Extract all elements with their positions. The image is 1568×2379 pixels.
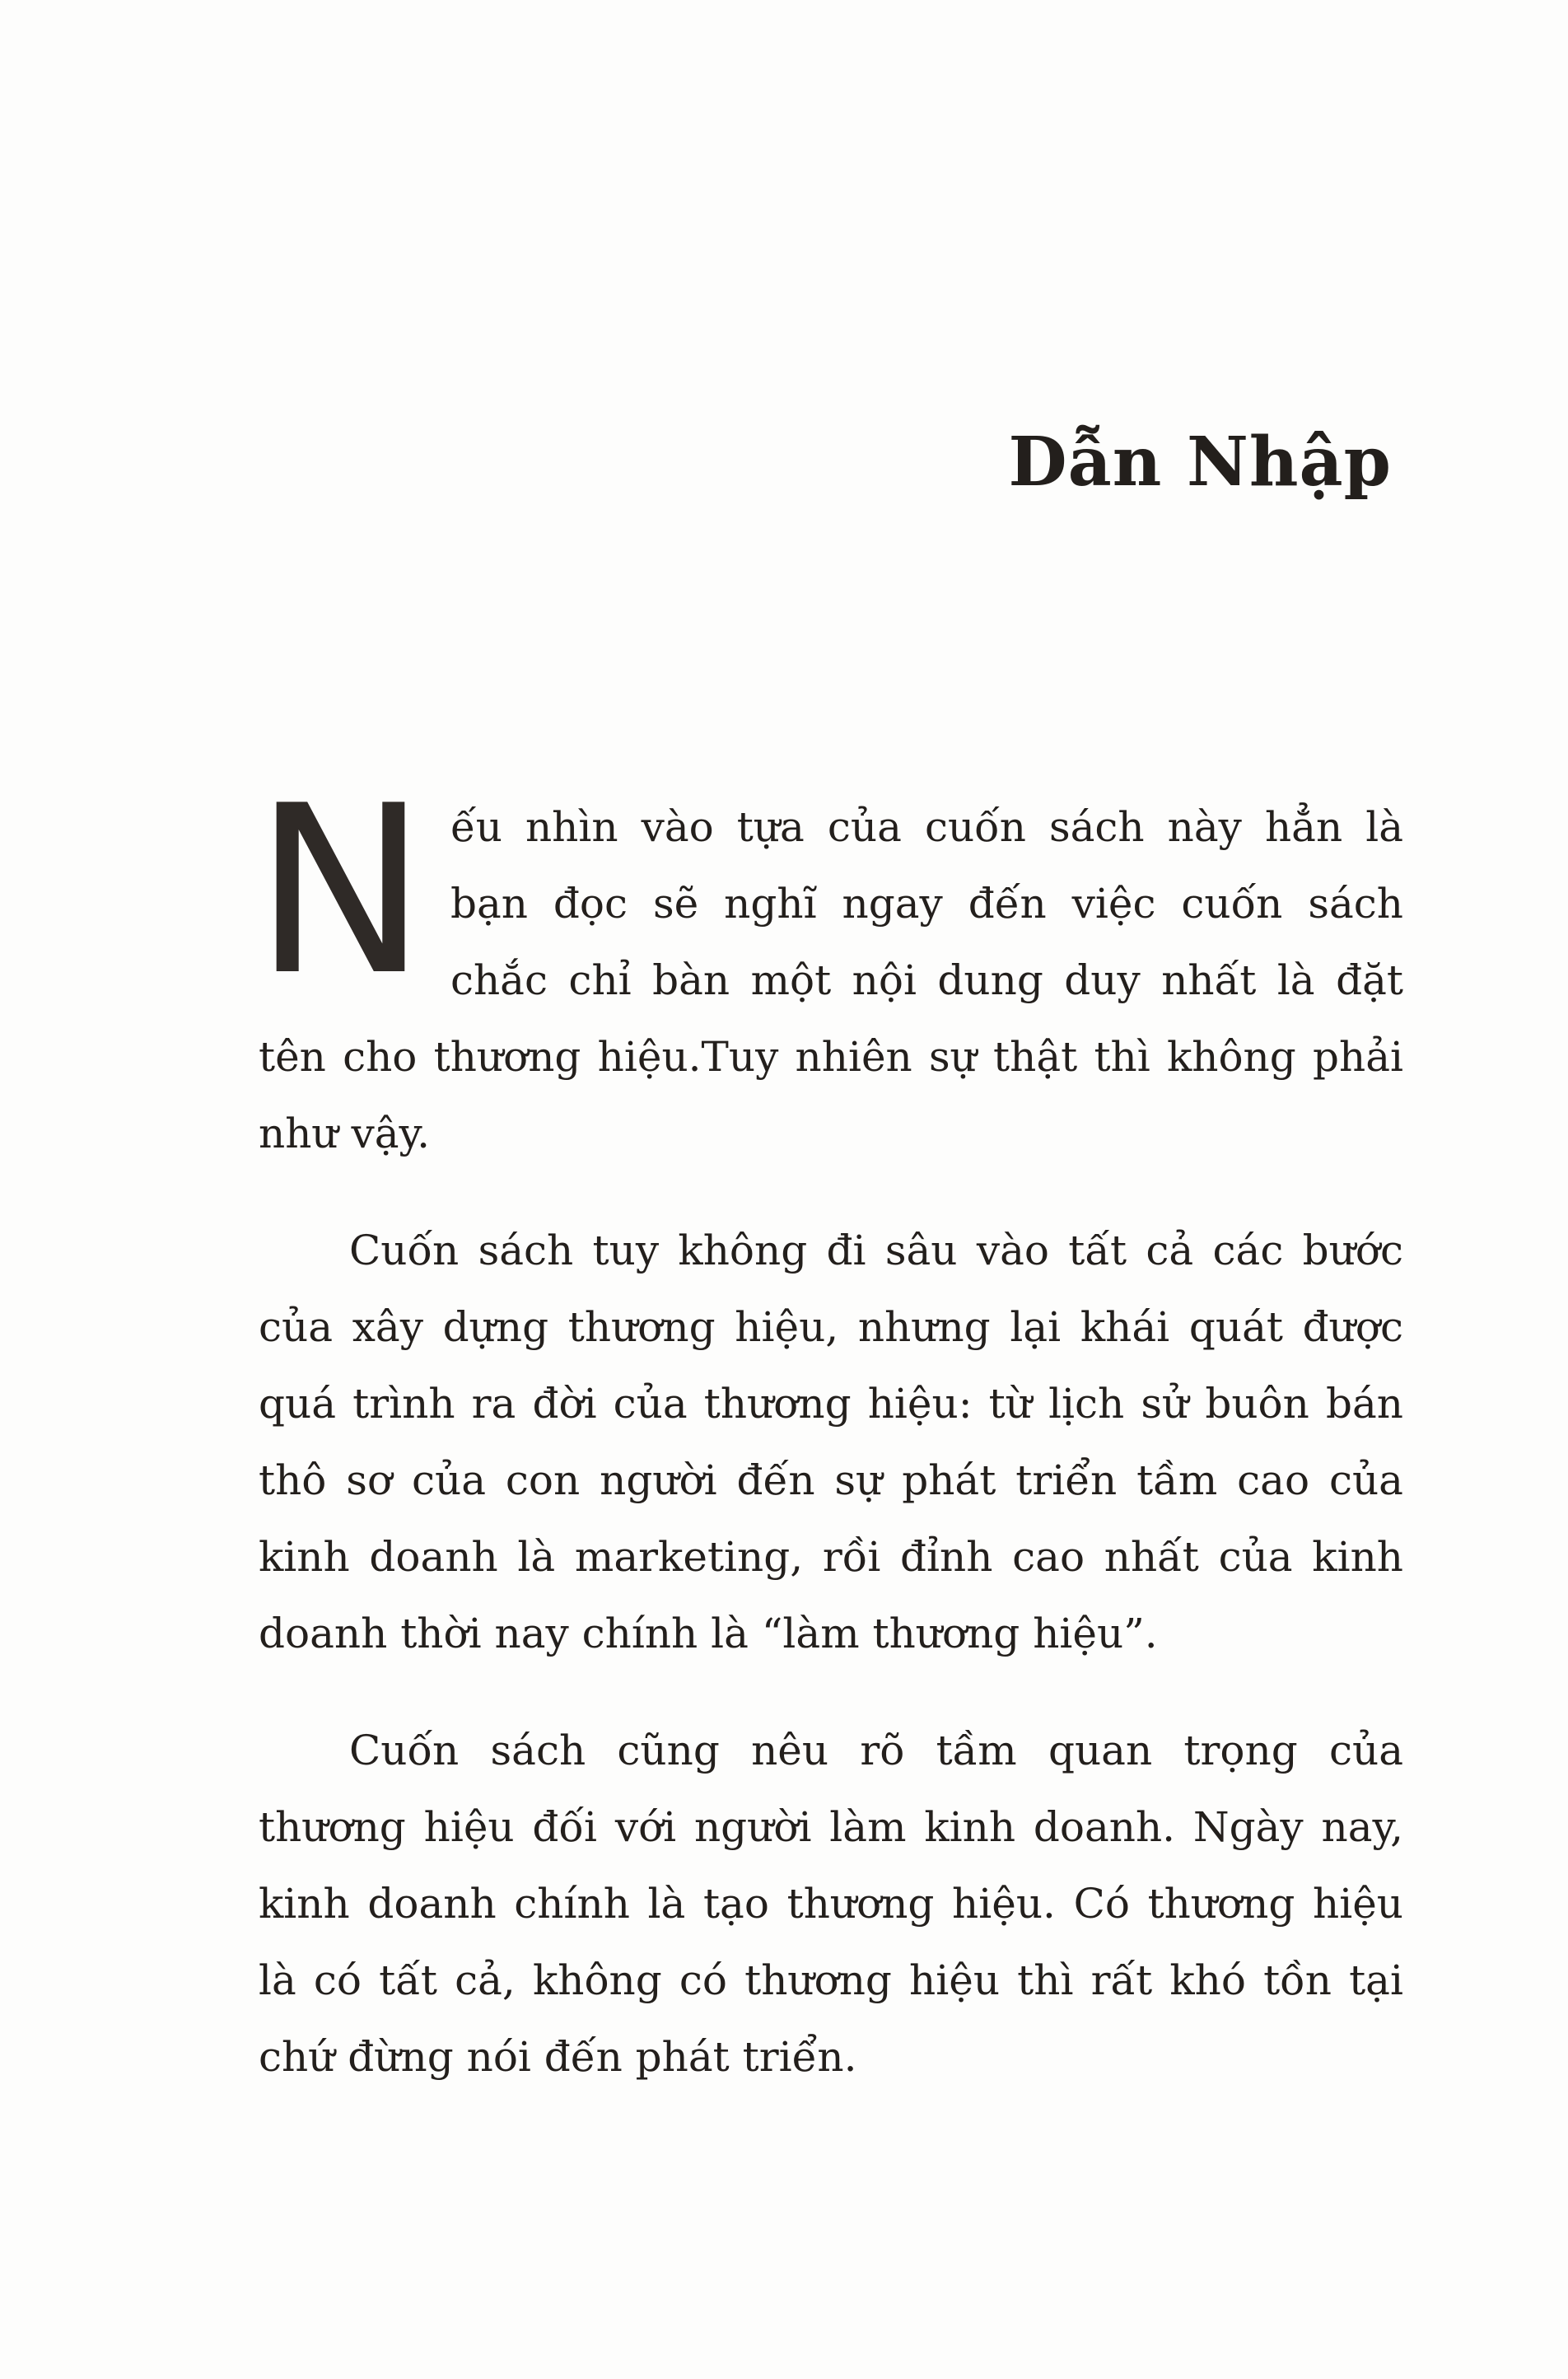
drop-cap-letter: N [254, 755, 427, 1026]
paragraph-1-text: ếu nhìn vào tựa của cuốn sách này hẳn là bạn đọc sẽ nghĩ ngay đến việc cuốn sách chắc chỉ bàn một nội dung duy nhất là đặt tên cho thương hiệu.Tuy nhiên sự thật thì không phải như vậy. [259, 803, 1403, 1157]
chapter-title: Dẫn Nhập [1008, 423, 1392, 502]
body-text [254, 755, 1403, 2096]
paragraph-2: Cuốn sách tuy không đi sâu vào tất cả các bước của xây dựng thương hiệu, nhưng lại khái quát được quá trình ra đời của thương hiệu: từ lịch sử buôn bán thô sơ của con người đến sự phát triển tầm cao của kinh doanh là marketing, rồi đỉnh cao nhất của kinh doanh thời nay chính là “làm thương hiệu”. [259, 1227, 1403, 1657]
paragraph-1 [254, 755, 1403, 1172]
paragraph-3: Cuốn sách cũng nêu rõ tầm quan trọng của thương hiệu đối với người làm kinh doanh. Ngày nay, kinh doanh chính là tạo thương hiệu. Có thương hiệu là có tất cả, không có thương hiệu thì rất khó tồn tại chứ đừng nói đến phát triển. [259, 1727, 1403, 2081]
